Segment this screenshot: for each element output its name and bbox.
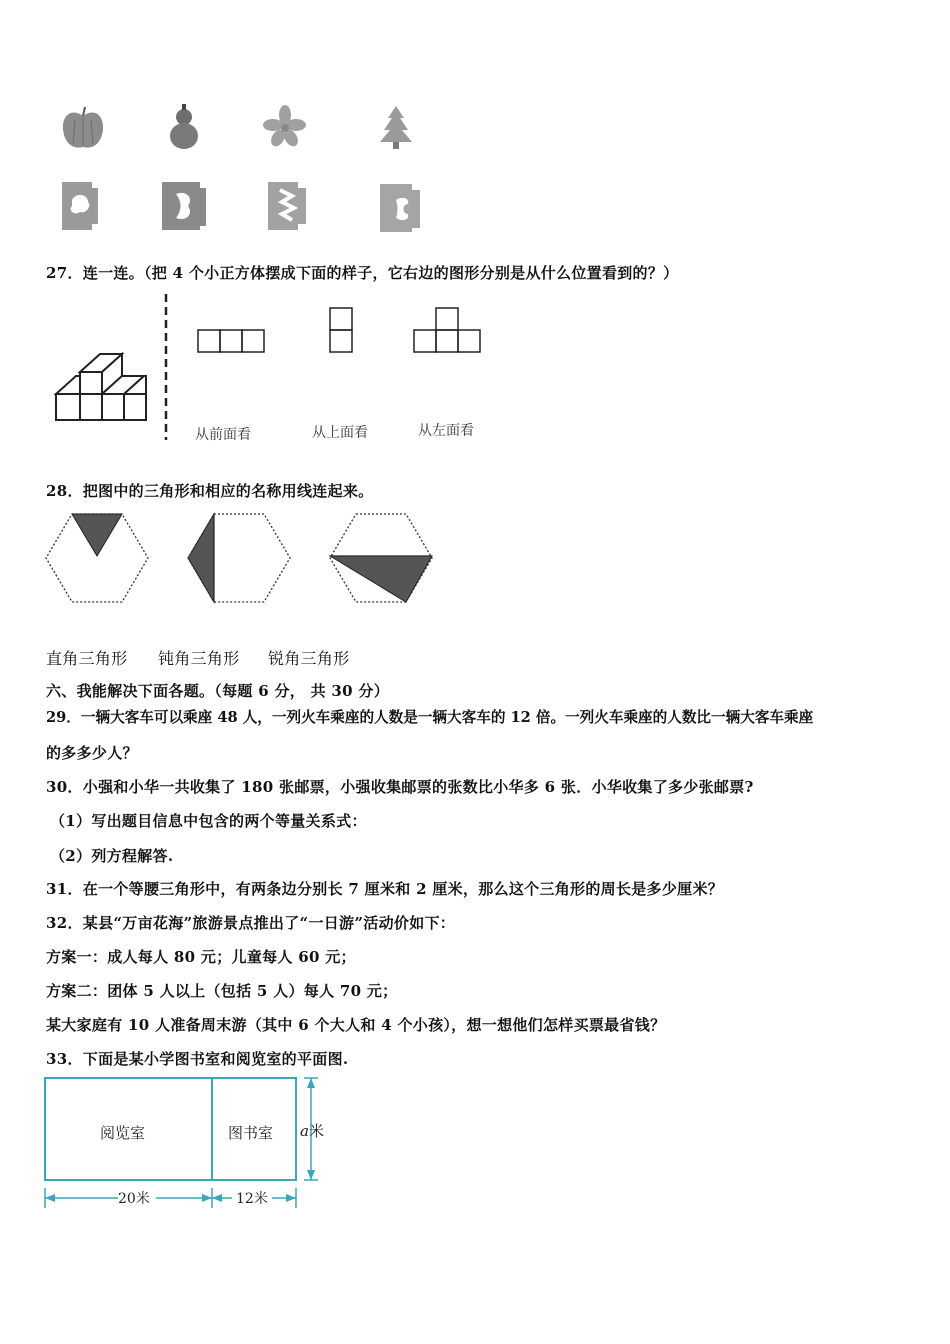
q27-text: 27．连一连。（把 4 个小正方体摆成下面的样子，它右边的图形分别是从什么位置看到的？） [46,264,679,282]
triangle-name-right: 直角三角形 [46,649,128,668]
cutout-card-3-icon [268,182,306,230]
q30-sub1: （1）写出题目信息中包含的两个等量关系式： [50,812,367,830]
height-label [300,1120,324,1141]
q29-line1: 29．一辆大客车可以乘座 48 人，一列火车乘座的人数是一辆大客车的 12 倍。一列火车乘座的人数比一辆大客车乘座 [46,709,814,726]
q33-text: 33．下面是某小学图书室和阅览室的平面图. [46,1050,349,1068]
view-left-label: 从左面看 [418,423,474,439]
q30-sub2: （2）列方程解答. [50,847,174,865]
q32-plan2: 方案二：团体 5 人以上（包括 5 人）每人 70 元； [46,982,398,1000]
tree-shape-icon [374,104,418,150]
view-front-label: 从前面看 [195,427,251,443]
width1-label: 20米 [118,1191,150,1207]
room-library-label: 图书室 [228,1124,274,1142]
room-reading-label: 阅览室 [100,1124,146,1142]
cutout-card-2-icon [162,180,206,230]
triangle-name-acute: 锐角三角形 [268,649,350,668]
height-unit: 米 [308,1122,324,1140]
height-variable: a [300,1122,309,1140]
q30-text: 30．小强和小华一共收集了 180 张邮票，小强收集邮票的张数比小华多 6 张．小华收集了多少张邮票? [46,778,754,796]
floor-plan-figure [44,1076,334,1216]
q32-plan1: 方案一：成人每人 80 元；儿童每人 60 元； [46,948,356,966]
gourd-shape-icon [162,104,206,150]
q29-line2: 的多多少人？ [46,744,138,762]
section6-heading: 六、我能解决下面各题。（每题 6 分， 共 30 分） [46,682,390,700]
cutout-card-1-icon [62,182,98,230]
cutout-card-4-icon [380,182,420,232]
q31-text: 31．在一个等腰三角形中，有两条边分别长 7 厘米和 2 厘米，那么这个三角形的周长是多少厘米？ [46,880,724,898]
q28-text: 28．把图中的三角形和相应的名称用线连起来。 [46,482,374,500]
flower-shape-icon [262,104,308,150]
q32-question: 某大家庭有 10 人准备周末游（其中 6 个大人和 4 个小孩），想一想他们怎样买票最省钱？ [46,1016,666,1034]
q32-text: 32．某县“万亩花海”旅游景点推出了“一日游”活动价如下： [46,914,456,932]
triangle-name-obtuse: 钝角三角形 [158,649,240,668]
view-top-label: 从上面看 [312,425,368,441]
width2-label: 12米 [236,1191,268,1207]
hexagon-triangles-figure [46,512,436,604]
apple-shape-icon [58,104,108,154]
